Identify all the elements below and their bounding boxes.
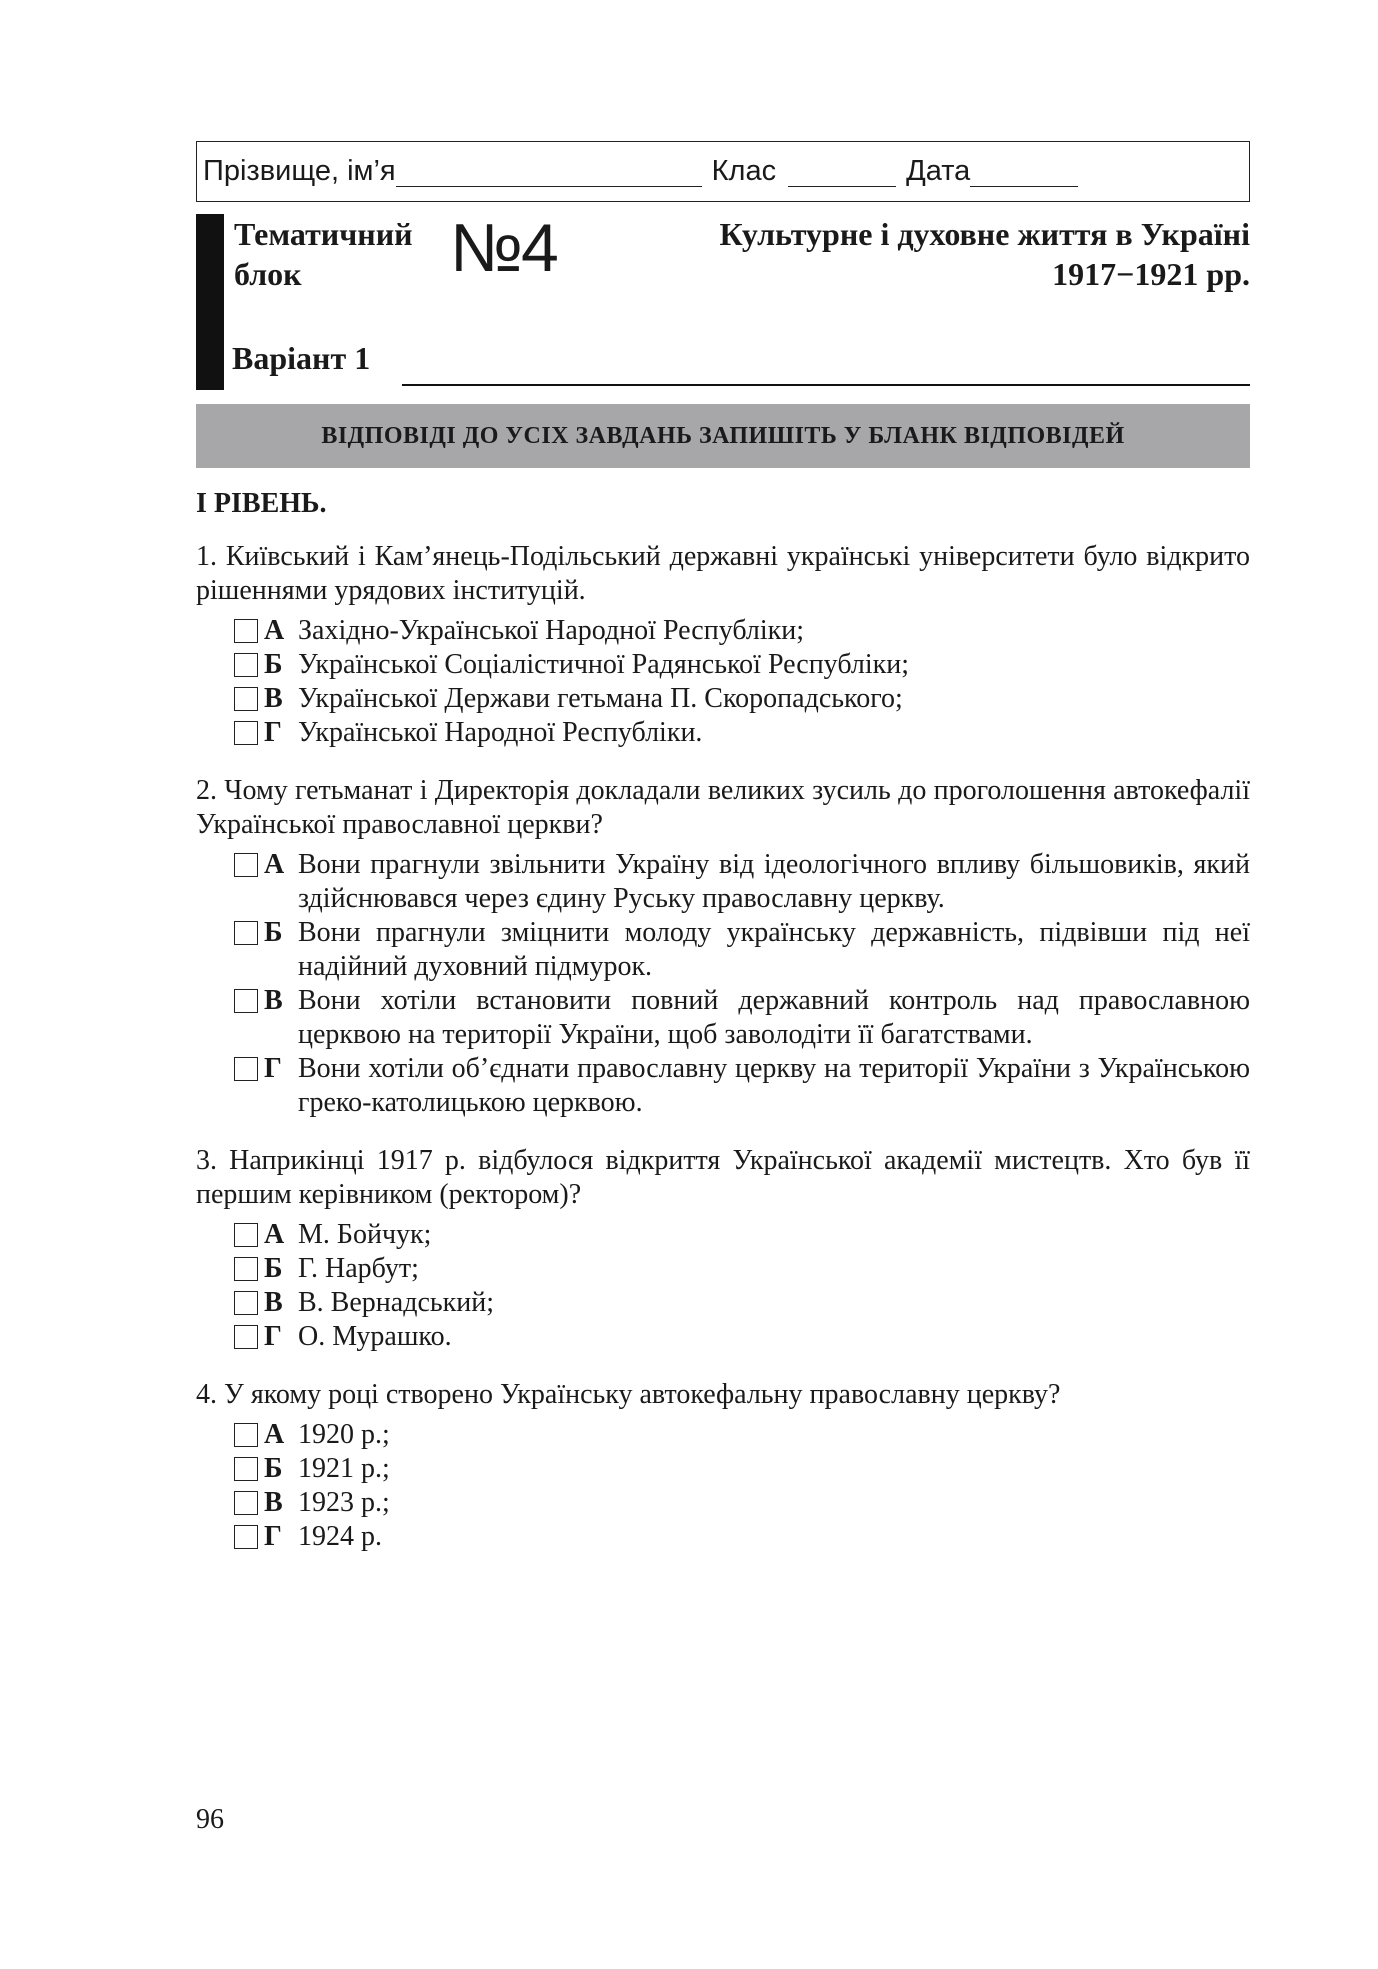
block-number: №4 [450, 210, 557, 286]
option-text: Вони хотіли встановити повний державний контроль над православною церквою на території України, щоб заволодіти її багатствами. [298, 985, 1250, 1050]
answer-option[interactable] [234, 1218, 1250, 1252]
option-text: 1921 р.; [298, 1453, 390, 1484]
checkbox[interactable] [234, 1491, 258, 1515]
option-text: Української Держави гетьмана П. Скоропадського; [298, 683, 903, 714]
option-letter: Б [264, 1453, 283, 1484]
answer-option[interactable] [234, 716, 1250, 750]
option-text: Г. Нарбут; [298, 1253, 419, 1284]
answer-option[interactable] [234, 1320, 1250, 1354]
checkbox[interactable] [234, 1257, 258, 1281]
checkbox[interactable] [234, 687, 258, 711]
answer-option[interactable] [234, 1286, 1250, 1320]
question-text: 4. У якому році створено Українську автокефальну православну церкву? [196, 1379, 1061, 1410]
option-letter: В [264, 1487, 283, 1518]
option-letter: А [264, 1419, 285, 1450]
answer-option[interactable] [234, 1252, 1250, 1286]
question-text: 2. Чому гетьманат і Директорія докладали великих зусиль до проголошення автокефалії Української православної церкви? [196, 775, 1250, 840]
option-text: Української Народної Республіки. [298, 717, 703, 748]
level-heading: І РІВЕНЬ. [196, 488, 327, 519]
answer-option[interactable] [234, 1452, 1250, 1486]
question-text: 1. Київський і Кам’янець-Подільський державні українські університети було відкрито рішеннями урядових інституцій. [196, 541, 1250, 606]
option-letter: В [264, 683, 283, 714]
option-letter: Г [264, 1053, 282, 1084]
answer-options [234, 1418, 1250, 1554]
surname-label: Прізвище, ім’я [203, 155, 396, 187]
class-field[interactable] [788, 156, 896, 187]
topic-title: Культурне і духовне життя в Україні 1917−1921 рр. [719, 216, 1250, 292]
option-letter: Г [264, 1321, 282, 1352]
option-text: Вони прагнули зміцнити молоду українську державність, підвівши під неї надійний духовний підмурок. [298, 917, 1250, 982]
date-field[interactable] [970, 156, 1078, 187]
option-text: В. Вернадський; [298, 1287, 494, 1318]
answer-option[interactable] [234, 1486, 1250, 1520]
instruction-banner: ВІДПОВІДІ ДО УСІХ ЗАВДАНЬ ЗАПИШІТЬ У БЛАНК ВІДПОВІДЕЙ [196, 404, 1250, 468]
question-text: 3. Наприкінці 1917 р. відбулося відкриття Української академії мистецтв. Хто був її першим керівником (ректором)? [196, 1145, 1250, 1210]
option-text: 1923 р.; [298, 1487, 390, 1518]
class-label: Клас [711, 155, 777, 187]
answer-option[interactable] [234, 916, 1250, 984]
page-number: 96 [196, 1804, 224, 1835]
answer-options [234, 1218, 1250, 1354]
answer-options [234, 848, 1250, 1120]
option-letter: В [264, 985, 283, 1016]
option-text: Західно-Української Народної Республіки; [298, 615, 804, 646]
option-letter: Б [264, 649, 283, 680]
answer-options [234, 614, 1250, 750]
questions-list [196, 540, 1250, 1554]
answer-option[interactable] [234, 682, 1250, 716]
option-text: Української Соціалістичної Радянської Республіки; [298, 649, 909, 680]
answer-option[interactable] [234, 648, 1250, 682]
answer-option[interactable] [234, 1418, 1250, 1452]
option-letter: А [264, 1219, 285, 1250]
option-letter: Б [264, 1253, 283, 1284]
option-text: М. Бойчук; [298, 1219, 432, 1250]
option-letter: А [264, 849, 285, 880]
checkbox[interactable] [234, 1525, 258, 1549]
checkbox[interactable] [234, 1057, 258, 1081]
surname-field[interactable] [396, 156, 702, 187]
option-text: Вони хотіли об’єднати православну церкву на території України з Українською греко-католицькою церквою. [298, 1053, 1250, 1118]
option-letter: В [264, 1287, 283, 1318]
answer-option[interactable] [234, 614, 1250, 648]
checkbox[interactable] [234, 1325, 258, 1349]
date-label: Дата [906, 155, 971, 187]
checkbox[interactable] [234, 989, 258, 1013]
answer-option[interactable] [234, 1520, 1250, 1554]
option-text: 1920 р.; [298, 1419, 390, 1450]
block-label: Тематичний блок [234, 216, 413, 292]
option-text: Вони прагнули звільнити Україну від ідеологічного впливу більшовиків, який здійснювався через єдину Руську православну церкву. [298, 849, 1250, 914]
option-letter: Б [264, 917, 283, 948]
checkbox[interactable] [234, 721, 258, 745]
checkbox[interactable] [234, 619, 258, 643]
student-info-box [196, 141, 1250, 202]
checkbox[interactable] [234, 853, 258, 877]
option-letter: Г [264, 1521, 282, 1552]
checkbox[interactable] [234, 653, 258, 677]
answer-option[interactable] [234, 1052, 1250, 1120]
option-letter: А [264, 615, 285, 646]
checkbox[interactable] [234, 921, 258, 945]
checkbox[interactable] [234, 1457, 258, 1481]
option-text: 1924 р. [298, 1521, 382, 1552]
questions-section [196, 486, 1250, 1578]
variant-label: Варіант 1 [232, 340, 371, 376]
checkbox[interactable] [234, 1291, 258, 1315]
answer-option[interactable] [234, 848, 1250, 916]
answer-option[interactable] [234, 984, 1250, 1052]
header-black-bar [196, 214, 224, 390]
option-letter: Г [264, 717, 282, 748]
checkbox[interactable] [234, 1423, 258, 1447]
option-text: О. Мурашко. [298, 1321, 452, 1352]
variant-underline [402, 384, 1250, 386]
checkbox[interactable] [234, 1223, 258, 1247]
